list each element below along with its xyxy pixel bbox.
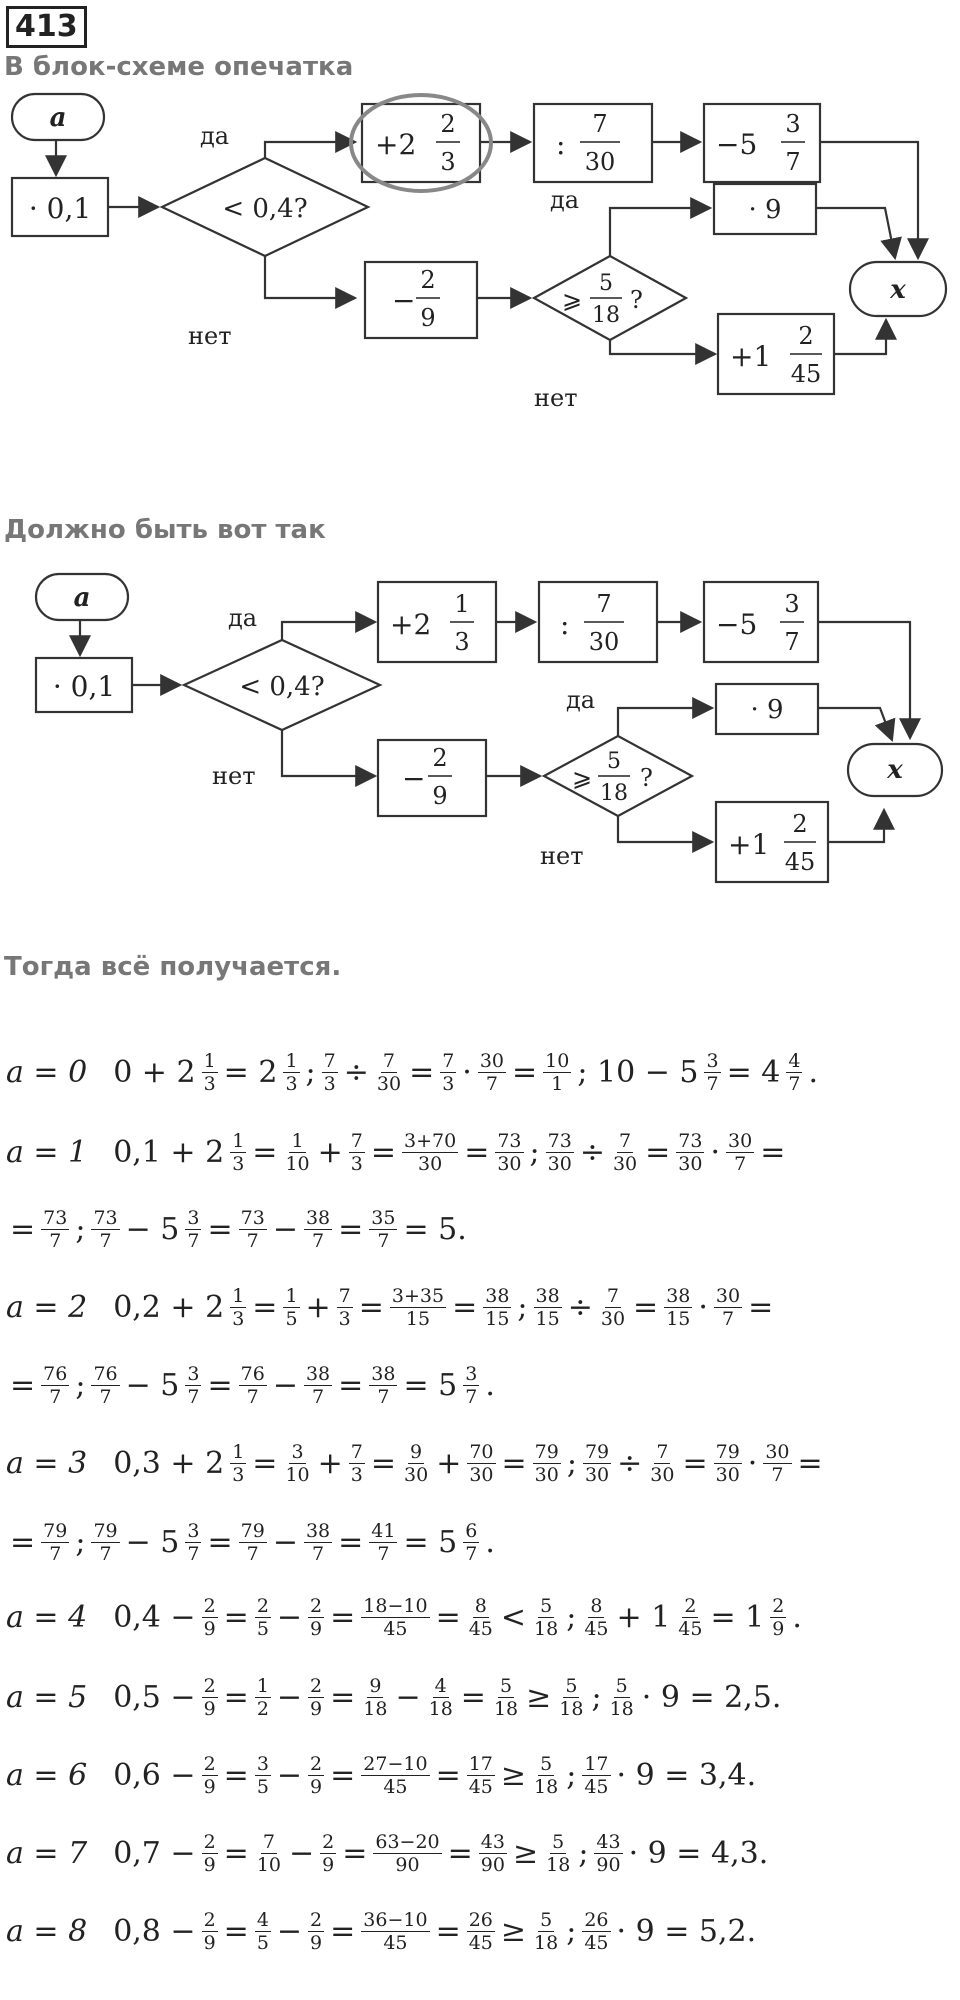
math-text: ;: [566, 1600, 577, 1635]
plus-den: 3: [440, 148, 456, 176]
fraction: $\frac{2}{45}$: [678, 1595, 703, 1640]
svg-text:a: a: [73, 583, 91, 613]
math-text: ;: [566, 1446, 577, 1481]
fraction: 5 18: [534, 1595, 559, 1640]
fraction: $\frac{18-10}{45}$: [363, 1595, 428, 1640]
math-text: =: [409, 1055, 435, 1090]
math-text: ≥: [512, 1836, 539, 1871]
math-text: .: [808, 1055, 818, 1090]
math-text: =: [223, 1758, 249, 1793]
math-text: .: [485, 1525, 495, 1560]
math-text: =: [342, 1836, 368, 1871]
svg-text:2: 2: [792, 810, 808, 838]
fraction: 1 3: [285, 1050, 298, 1095]
fraction: $\frac{38}{15}$: [535, 1285, 560, 1330]
solution-line: [6, 1130, 789, 1175]
math-text: =: [207, 1212, 233, 1247]
svg-text:x: x: [887, 755, 903, 785]
svg-text:−: −: [402, 762, 426, 795]
fraction: $\frac{1}{2}$: [256, 1675, 269, 1720]
fraction: $\frac{38}{7}$: [371, 1363, 396, 1408]
div-sign: :: [556, 128, 566, 161]
problem-number: 413: [6, 6, 87, 48]
fraction: $\frac{8}{45}$: [468, 1595, 493, 1640]
svg-text:· 9: · 9: [750, 695, 784, 725]
fraction: $\frac{5}{18}$: [559, 1675, 584, 1720]
math-text: −: [276, 1680, 303, 1715]
math-text: +: [317, 1135, 343, 1170]
math-text: =: [252, 1135, 278, 1170]
svg-text:· 0,1: · 0,1: [52, 670, 116, 703]
cond2-sign: ⩾: [562, 286, 583, 314]
fraction: $\frac{79}{7}$: [43, 1520, 68, 1565]
fraction: $\frac{7}{30}$: [650, 1441, 675, 1486]
fraction: $\frac{7}{30}$: [376, 1050, 402, 1095]
line-a-value: a = 0: [6, 1055, 88, 1090]
math-text: =: [633, 1290, 659, 1325]
math-text: = 2: [223, 1055, 278, 1090]
fraction: $\frac{3}{7}$: [187, 1207, 200, 1252]
math-text: 0,2 + 2: [113, 1290, 225, 1325]
fraction: $\frac{38}{7}$: [305, 1363, 331, 1408]
math-text: = 5: [403, 1525, 458, 1560]
fraction: $\frac{1}{3}$: [232, 1441, 245, 1486]
math-text: 0,4 −: [113, 1600, 196, 1635]
sub-num: 2: [420, 266, 436, 294]
svg-text:2: 2: [432, 744, 448, 772]
math-text: =: [447, 1836, 473, 1871]
fraction: $\frac{17}{45}$: [468, 1753, 493, 1798]
math-text: =: [435, 1758, 461, 1793]
math-text: ;: [591, 1680, 602, 1715]
mult9-label: · 9: [748, 195, 782, 225]
flowchart-correct: [0, 560, 960, 890]
svg-text:−5: −5: [716, 608, 758, 641]
math-text: <: [500, 1600, 527, 1635]
math-text: −: [272, 1525, 298, 1560]
math-text: =: [358, 1290, 384, 1325]
math-text: = 4: [726, 1055, 781, 1090]
minus-den: 7: [785, 148, 801, 176]
math-text: =: [512, 1055, 538, 1090]
fraction: $\frac{5}{18}$: [546, 1831, 571, 1876]
fraction: $\frac{41}{7}$: [371, 1520, 396, 1565]
fraction: $\frac{63-20}{90}$: [375, 1831, 440, 1876]
math-text: .: [792, 1600, 802, 1635]
fraction: 3 7: [465, 1363, 478, 1408]
svg-text:+2: +2: [390, 608, 432, 641]
div-den: 30: [584, 148, 616, 176]
svg-text:⩾: ⩾: [572, 764, 593, 792]
fraction: 8 45: [584, 1595, 609, 1640]
solution-line: [6, 1285, 777, 1330]
svg-text:нет: нет: [540, 842, 584, 870]
math-text: 0,3 + 2: [113, 1446, 225, 1481]
math-text: =: [452, 1290, 478, 1325]
math-text: − 5: [125, 1525, 180, 1560]
math-text: ÷: [617, 1446, 643, 1481]
fraction: $\frac{1}{3}$: [232, 1130, 245, 1175]
fraction: $\frac{43}{90}$: [480, 1831, 505, 1876]
svg-text:5: 5: [607, 749, 621, 774]
fraction: 26 45: [584, 1909, 609, 1954]
fraction: 6 7: [465, 1520, 478, 1565]
solution-line: [6, 1050, 822, 1095]
math-text: =: [223, 1836, 249, 1871]
fraction: $\frac{2}{9}$: [322, 1831, 335, 1876]
add-whole: +1: [730, 340, 772, 373]
fraction: $\frac{3}{10}$: [285, 1441, 310, 1486]
math-text: =: [207, 1525, 233, 1560]
fraction: $\frac{79}{30}$: [584, 1441, 610, 1486]
mult01-label: · 0,1: [28, 192, 92, 225]
fraction: $\frac{1}{3}$: [232, 1285, 245, 1330]
math-text: · 9 = 4,3.: [628, 1836, 769, 1871]
solution-line: [6, 1595, 806, 1640]
svg-text:9: 9: [432, 782, 448, 810]
fraction: 79 7: [93, 1520, 118, 1565]
solution-line: [6, 1831, 772, 1876]
math-text: =: [10, 1212, 36, 1247]
math-text: =: [370, 1446, 396, 1481]
math-text: ≥: [500, 1758, 527, 1793]
svg-text:45: 45: [784, 848, 816, 876]
line-a-value: a = 5: [6, 1680, 88, 1715]
solution-line: [6, 1909, 760, 1954]
math-text: · 9 = 3,4.: [616, 1758, 757, 1793]
fraction: $\frac{5}{18}$: [493, 1675, 519, 1720]
fraction: 4 7: [788, 1050, 801, 1095]
svg-text:7: 7: [596, 590, 612, 618]
math-text: −: [289, 1836, 315, 1871]
fraction: $\frac{7}{3}$: [350, 1130, 363, 1175]
math-text: 0,5 −: [113, 1680, 196, 1715]
math-text: − 5: [125, 1368, 180, 1403]
no1-label: нет: [188, 322, 232, 350]
fraction: $\frac{1}{10}$: [285, 1130, 310, 1175]
line-a-value: a = 7: [6, 1836, 88, 1871]
fraction: $\frac{79}{30}$: [534, 1441, 559, 1486]
math-text: − 5: [125, 1212, 180, 1247]
math-text: ÷: [567, 1290, 593, 1325]
math-text: =: [760, 1135, 786, 1170]
fraction: $\frac{2}{9}$: [203, 1595, 216, 1640]
end-label: x: [890, 275, 906, 305]
math-text: ·: [698, 1290, 708, 1325]
math-text: −: [272, 1368, 298, 1403]
math-text: =: [330, 1680, 356, 1715]
math-text: ≥: [500, 1914, 527, 1949]
cond2-q: ?: [630, 286, 643, 314]
fraction: $\frac{7}{3}$: [350, 1441, 363, 1486]
solution-line: [6, 1753, 760, 1798]
svg-text::: :: [560, 608, 570, 641]
cond1-label: < 0,4?: [222, 194, 308, 224]
math-text: =: [207, 1368, 233, 1403]
math-text: +: [305, 1290, 331, 1325]
fraction: $\frac{2}{9}$: [203, 1675, 216, 1720]
fraction: $\frac{38}{7}$: [305, 1207, 331, 1252]
fraction: $\frac{2}{9}$: [310, 1675, 323, 1720]
fraction: $\frac{3}{7}$: [706, 1050, 719, 1095]
fraction: $\frac{5}{18}$: [534, 1909, 559, 1954]
math-text: 0,6 −: [113, 1758, 196, 1793]
svg-text:?: ?: [640, 764, 653, 792]
fraction: $\frac{26}{45}$: [468, 1909, 493, 1954]
heading-correct: Должно быть вот так: [4, 515, 326, 545]
math-text: −: [276, 1758, 303, 1793]
fraction: 2 9: [772, 1595, 785, 1640]
math-text: =: [370, 1135, 396, 1170]
math-text: ÷: [343, 1055, 369, 1090]
svg-text:нет: нет: [212, 762, 256, 790]
fraction: $\frac{73}{30}$: [497, 1130, 522, 1175]
math-text: 0,7 −: [113, 1836, 196, 1871]
line-a-value: a = 1: [6, 1135, 88, 1170]
fraction: $\frac{76}{7}$: [43, 1363, 68, 1408]
fraction: $\frac{2}{9}$: [203, 1909, 216, 1954]
math-text: ;: [305, 1055, 316, 1090]
heading-result: Тогда всё получается.: [4, 952, 342, 982]
fraction: $\frac{2}{9}$: [203, 1831, 216, 1876]
typo-highlight-circle: [351, 95, 491, 191]
math-text: ≥: [526, 1680, 552, 1715]
fraction: $\frac{3}{7}$: [187, 1363, 200, 1408]
math-text: =: [460, 1680, 486, 1715]
fraction: $\frac{2}{9}$: [310, 1909, 323, 1954]
math-text: ·: [747, 1446, 758, 1481]
math-text: = 1: [710, 1600, 765, 1635]
math-text: =: [10, 1368, 36, 1403]
fraction: $\frac{1}{3}$: [203, 1050, 216, 1095]
svg-text:7: 7: [784, 628, 800, 656]
fraction: $\frac{3}{7}$: [187, 1520, 200, 1565]
math-text: ;: [75, 1525, 86, 1560]
fraction: $\frac{3+70}{30}$: [404, 1130, 457, 1175]
svg-text:+1: +1: [728, 828, 770, 861]
fraction: $\frac{30}{7}$: [728, 1130, 753, 1175]
div-num: 7: [592, 110, 608, 138]
line-a-value: a = 6: [6, 1758, 88, 1793]
fraction: $\frac{1}{5}$: [285, 1285, 298, 1330]
fraction: $\frac{2}{9}$: [203, 1753, 216, 1798]
math-text: ;: [75, 1212, 86, 1247]
math-text: −: [395, 1680, 421, 1715]
math-text: .: [485, 1368, 495, 1403]
fraction: $\frac{70}{30}$: [469, 1441, 494, 1486]
fraction: $\frac{7}{10}$: [256, 1831, 281, 1876]
math-text: =: [682, 1446, 708, 1481]
math-text: =: [338, 1525, 364, 1560]
math-text: = 5: [403, 1368, 458, 1403]
math-text: = 5.: [403, 1212, 467, 1247]
fraction: $\frac{30}{7}$: [479, 1050, 505, 1095]
svg-text:3: 3: [784, 590, 800, 618]
fraction: $\frac{3}{5}$: [256, 1753, 269, 1798]
fraction: 76 7: [93, 1363, 118, 1408]
math-text: −: [276, 1600, 303, 1635]
fraction: $\frac{4}{5}$: [256, 1909, 269, 1954]
math-text: =: [330, 1758, 356, 1793]
math-text: =: [501, 1446, 527, 1481]
fraction: $\frac{76}{7}$: [240, 1363, 265, 1408]
solution-line: [6, 1675, 785, 1720]
math-text: =: [330, 1600, 356, 1635]
math-text: =: [338, 1212, 364, 1247]
math-text: =: [435, 1600, 461, 1635]
heading-typo: В блок-схеме опечатка: [4, 52, 354, 82]
solution-line: [6, 1441, 827, 1486]
svg-text:18: 18: [600, 781, 628, 806]
math-text: =: [330, 1914, 356, 1949]
solution-line: [6, 1207, 471, 1252]
fraction: $\frac{9}{30}$: [404, 1441, 429, 1486]
math-text: 0,8 −: [113, 1914, 196, 1949]
fraction: $\frac{73}{30}$: [678, 1130, 703, 1175]
math-text: · 9 = 5,2.: [616, 1914, 757, 1949]
math-text: ;: [75, 1368, 86, 1403]
math-text: −: [272, 1212, 298, 1247]
fraction: $\frac{38}{7}$: [305, 1520, 331, 1565]
no2-label: нет: [534, 384, 578, 410]
start-label: a: [49, 103, 67, 133]
svg-text:да: да: [228, 604, 258, 632]
fraction: 73 7: [93, 1207, 118, 1252]
cond2-den: 18: [592, 303, 620, 328]
fraction: $\frac{35}{7}$: [371, 1207, 396, 1252]
math-text: =: [252, 1290, 278, 1325]
math-text: =: [338, 1368, 364, 1403]
fraction: $\frac{3+35}{15}$: [391, 1285, 445, 1330]
svg-text:30: 30: [588, 628, 620, 656]
fraction: $\frac{5}{18}$: [534, 1753, 559, 1798]
fraction: $\frac{2}{9}$: [310, 1595, 323, 1640]
fraction: $\frac{7}{3}$: [338, 1285, 351, 1330]
yes1-label: да: [200, 122, 230, 150]
fraction: 43 90: [596, 1831, 621, 1876]
math-text: ; 10 − 5: [577, 1055, 699, 1090]
plus-num: 2: [440, 110, 456, 138]
math-text: ;: [517, 1290, 528, 1325]
math-text: + 1: [616, 1600, 671, 1635]
math-text: 0 + 2: [113, 1055, 196, 1090]
fraction: $\frac{30}{7}$: [765, 1441, 790, 1486]
math-text: −: [276, 1914, 303, 1949]
fraction: $\frac{4}{18}$: [428, 1675, 453, 1720]
math-text: +: [436, 1446, 462, 1481]
fraction: $\frac{7}{30}$: [600, 1285, 626, 1330]
math-text: =: [435, 1914, 461, 1949]
fraction: $\frac{7}{3}$: [442, 1050, 455, 1095]
math-text: ;: [566, 1914, 577, 1949]
fraction: $\frac{7}{30}$: [612, 1130, 638, 1175]
fraction: $\frac{2}{5}$: [256, 1595, 269, 1640]
solution-line: [6, 1363, 499, 1408]
sub-den: 9: [420, 304, 436, 332]
fraction: $\frac{73}{7}$: [43, 1207, 68, 1252]
math-text: =: [10, 1525, 36, 1560]
svg-text:< 0,4?: < 0,4?: [239, 672, 325, 702]
flowchart-typo: [0, 80, 960, 410]
fraction: 17 45: [584, 1753, 609, 1798]
math-text: · 9 = 2,5.: [641, 1680, 782, 1715]
yes2-label: да: [550, 186, 580, 214]
svg-text:да: да: [566, 686, 596, 714]
fraction: $\frac{2}{9}$: [310, 1753, 323, 1798]
svg-text:3: 3: [454, 628, 470, 656]
fraction: $\frac{38}{15}$: [485, 1285, 510, 1330]
fraction: 5 18: [609, 1675, 634, 1720]
solution-line: [6, 1520, 499, 1565]
math-text: =: [748, 1290, 774, 1325]
math-text: =: [797, 1446, 823, 1481]
line-a-value: a = 8: [6, 1914, 88, 1949]
math-text: =: [252, 1446, 278, 1481]
line-a-value: a = 4: [6, 1600, 88, 1635]
fraction: $\frac{10}{1}$: [545, 1050, 570, 1095]
math-text: 0,1 + 2: [113, 1135, 225, 1170]
fraction: $\frac{79}{7}$: [240, 1520, 265, 1565]
math-text: ;: [566, 1758, 577, 1793]
fraction: $\frac{9}{18}$: [363, 1675, 388, 1720]
math-text: ÷: [579, 1135, 605, 1170]
fraction: $\frac{27-10}{45}$: [363, 1753, 428, 1798]
fraction: $\frac{79}{30}$: [715, 1441, 740, 1486]
fraction: $\frac{7}{3}$: [323, 1050, 336, 1095]
math-text: ·: [710, 1135, 721, 1170]
minus-whole: −5: [716, 128, 758, 161]
line-a-value: a = 2: [6, 1290, 88, 1325]
fraction: $\frac{36-10}{45}$: [363, 1909, 428, 1954]
plus-whole: +2: [375, 128, 417, 161]
math-text: =: [645, 1135, 671, 1170]
math-text: ;: [529, 1135, 540, 1170]
fraction: $\frac{38}{15}$: [666, 1285, 691, 1330]
math-text: =: [223, 1600, 249, 1635]
add-den: 45: [790, 360, 822, 388]
math-text: =: [223, 1680, 249, 1715]
fraction: $\frac{73}{30}$: [547, 1130, 572, 1175]
fraction: $\frac{73}{7}$: [240, 1207, 265, 1252]
fraction: $\frac{30}{7}$: [715, 1285, 741, 1330]
math-text: =: [464, 1135, 490, 1170]
line-a-value: a = 3: [6, 1446, 88, 1481]
cond2-num: 5: [599, 271, 613, 296]
minus-num: 3: [785, 110, 801, 138]
plus-num-correct: 1: [454, 590, 470, 618]
math-text: +: [317, 1446, 343, 1481]
math-text: ·: [462, 1055, 472, 1090]
sub-sign: −: [392, 284, 416, 317]
math-text: ;: [578, 1836, 589, 1871]
math-text: =: [223, 1914, 249, 1949]
add-num: 2: [798, 322, 814, 350]
